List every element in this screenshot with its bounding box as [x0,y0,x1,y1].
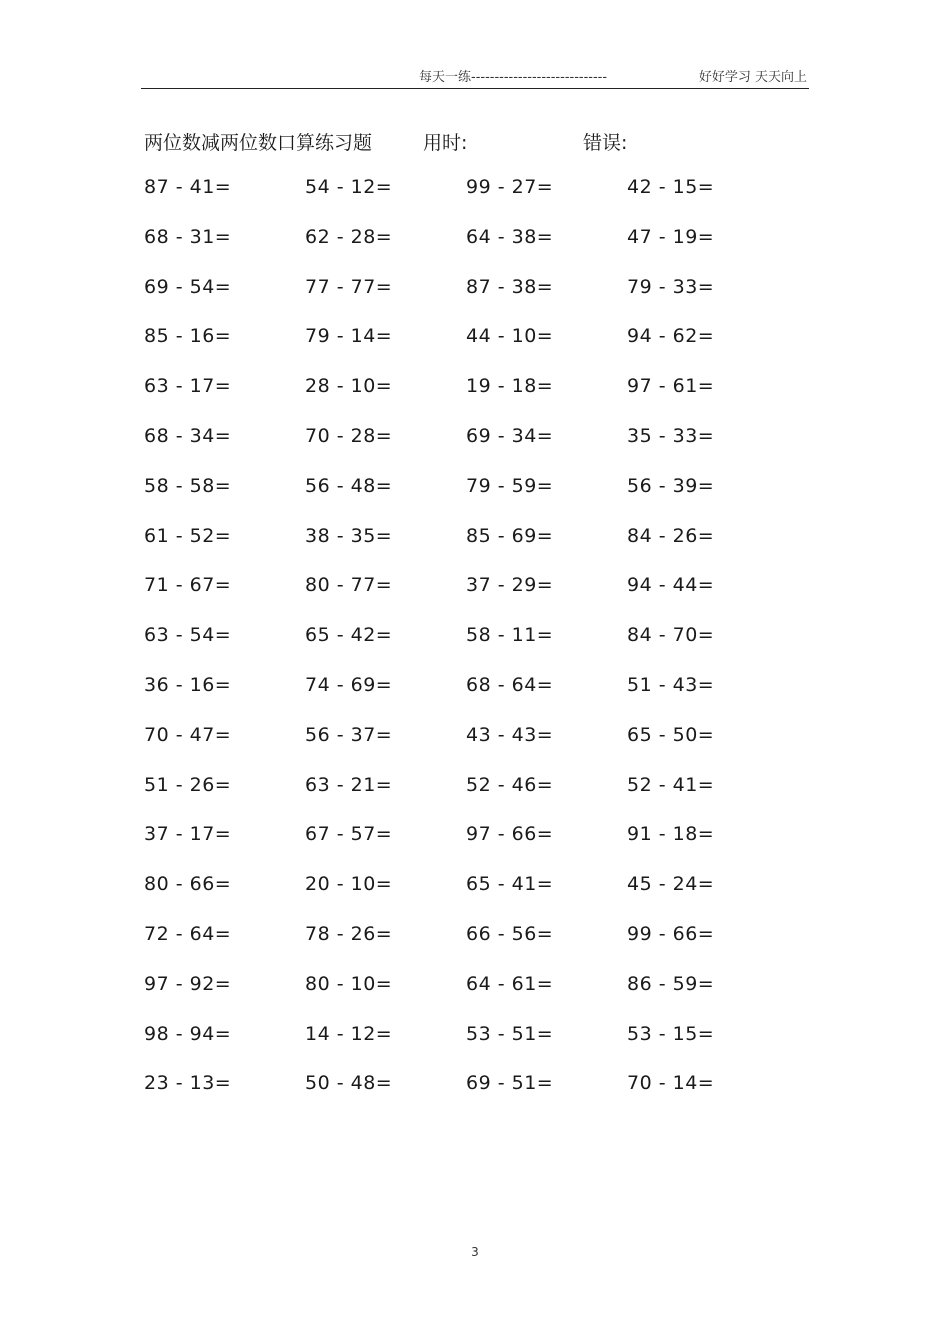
problem-item: 64 - 61= [466,972,554,995]
problem-item: 94 - 44= [627,574,715,597]
problem-item: 80 - 77= [305,574,393,597]
problem-item: 56 - 39= [627,474,715,497]
problem-row [144,425,784,475]
problem-item: 20 - 10= [305,873,393,896]
problem-item: 43 - 43= [466,723,554,746]
problem-item: 51 - 26= [144,773,232,796]
header-right-text: 好好学习 天天向上 [698,70,807,85]
problem-item: 69 - 51= [466,1072,554,1095]
page-header [141,64,809,86]
problem-item: 58 - 58= [144,474,232,497]
problem-item: 78 - 26= [305,922,393,945]
problem-row [144,873,784,923]
problem-item: 68 - 64= [466,673,554,696]
problem-item: 85 - 69= [466,524,554,547]
problem-item: 58 - 11= [466,624,554,647]
problem-grid [144,176,784,1122]
problem-item: 77 - 77= [305,275,393,298]
problem-item: 79 - 59= [466,474,554,497]
problem-row [144,973,784,1023]
problem-item: 52 - 46= [466,773,554,796]
problem-row [144,475,784,525]
problem-item: 37 - 29= [466,574,554,597]
problem-item: 68 - 31= [144,225,232,248]
problem-item: 84 - 26= [627,524,715,547]
problem-item: 80 - 10= [305,972,393,995]
problem-item: 53 - 51= [466,1022,554,1045]
problem-item: 44 - 10= [466,325,554,348]
problem-item: 99 - 66= [627,922,715,945]
problem-item: 69 - 54= [144,275,232,298]
problem-row [144,574,784,624]
problem-item: 52 - 41= [627,773,715,796]
problem-item: 79 - 33= [627,275,715,298]
error-label: 错误: [583,132,628,154]
problem-item: 65 - 41= [466,873,554,896]
problem-item: 67 - 57= [305,823,393,846]
problem-item: 47 - 19= [627,225,715,248]
problem-item: 87 - 38= [466,275,554,298]
problem-item: 71 - 67= [144,574,232,597]
problem-item: 51 - 43= [627,673,715,696]
problem-item: 45 - 24= [627,873,715,896]
problem-item: 65 - 50= [627,723,715,746]
problem-item: 64 - 38= [466,225,554,248]
problem-item: 19 - 18= [466,375,554,398]
problem-item: 56 - 37= [305,723,393,746]
problem-row [144,674,784,724]
problem-item: 91 - 18= [627,823,715,846]
problem-item: 99 - 27= [466,176,554,198]
problem-item: 65 - 42= [305,624,393,647]
problem-item: 50 - 48= [305,1072,393,1095]
problem-row [144,1072,784,1122]
problem-item: 42 - 15= [627,176,715,198]
problem-row [144,724,784,774]
worksheet-title: 两位数减两位数口算练习题 [144,132,373,154]
problem-row [144,525,784,575]
problem-item: 74 - 69= [305,673,393,696]
problem-item: 97 - 61= [627,375,715,398]
problem-item: 61 - 52= [144,524,232,547]
problem-row [144,325,784,375]
problem-item: 86 - 59= [627,972,715,995]
problem-item: 97 - 92= [144,972,232,995]
page-number: 3 [471,1245,479,1259]
problem-item: 84 - 70= [627,624,715,647]
problem-row [144,624,784,674]
problem-row [144,226,784,276]
header-divider [141,88,809,89]
problem-item: 63 - 21= [305,773,393,796]
problem-item: 87 - 41= [144,176,232,198]
problem-item: 36 - 16= [144,673,232,696]
problem-row [144,823,784,873]
worksheet-title-row [144,128,804,156]
problem-item: 72 - 64= [144,922,232,945]
problem-item: 98 - 94= [144,1022,232,1045]
problem-item: 69 - 34= [466,424,554,447]
header-left-text: 每天一练----------------------------- [419,70,608,85]
problem-item: 38 - 35= [305,524,393,547]
problem-item: 62 - 28= [305,225,393,248]
problem-item: 63 - 17= [144,375,232,398]
problem-item: 70 - 28= [305,424,393,447]
problem-item: 28 - 10= [305,375,393,398]
problem-row [144,375,784,425]
problem-row [144,923,784,973]
problem-item: 63 - 54= [144,624,232,647]
problem-item: 97 - 66= [466,823,554,846]
problem-item: 70 - 47= [144,723,232,746]
problem-item: 23 - 13= [144,1072,232,1095]
problem-item: 80 - 66= [144,873,232,896]
problem-item: 94 - 62= [627,325,715,348]
problem-item: 37 - 17= [144,823,232,846]
problem-row [144,276,784,326]
problem-row [144,774,784,824]
problem-item: 35 - 33= [627,424,715,447]
problem-item: 53 - 15= [627,1022,715,1045]
problem-row [144,1023,784,1073]
problem-item: 56 - 48= [305,474,393,497]
problem-item: 70 - 14= [627,1072,715,1095]
problem-item: 66 - 56= [466,922,554,945]
problem-item: 68 - 34= [144,424,232,447]
time-label: 用时: [423,132,468,154]
problem-item: 14 - 12= [305,1022,393,1045]
problem-item: 79 - 14= [305,325,393,348]
problem-item: 54 - 12= [305,176,393,198]
problem-row [144,176,784,226]
problem-item: 85 - 16= [144,325,232,348]
